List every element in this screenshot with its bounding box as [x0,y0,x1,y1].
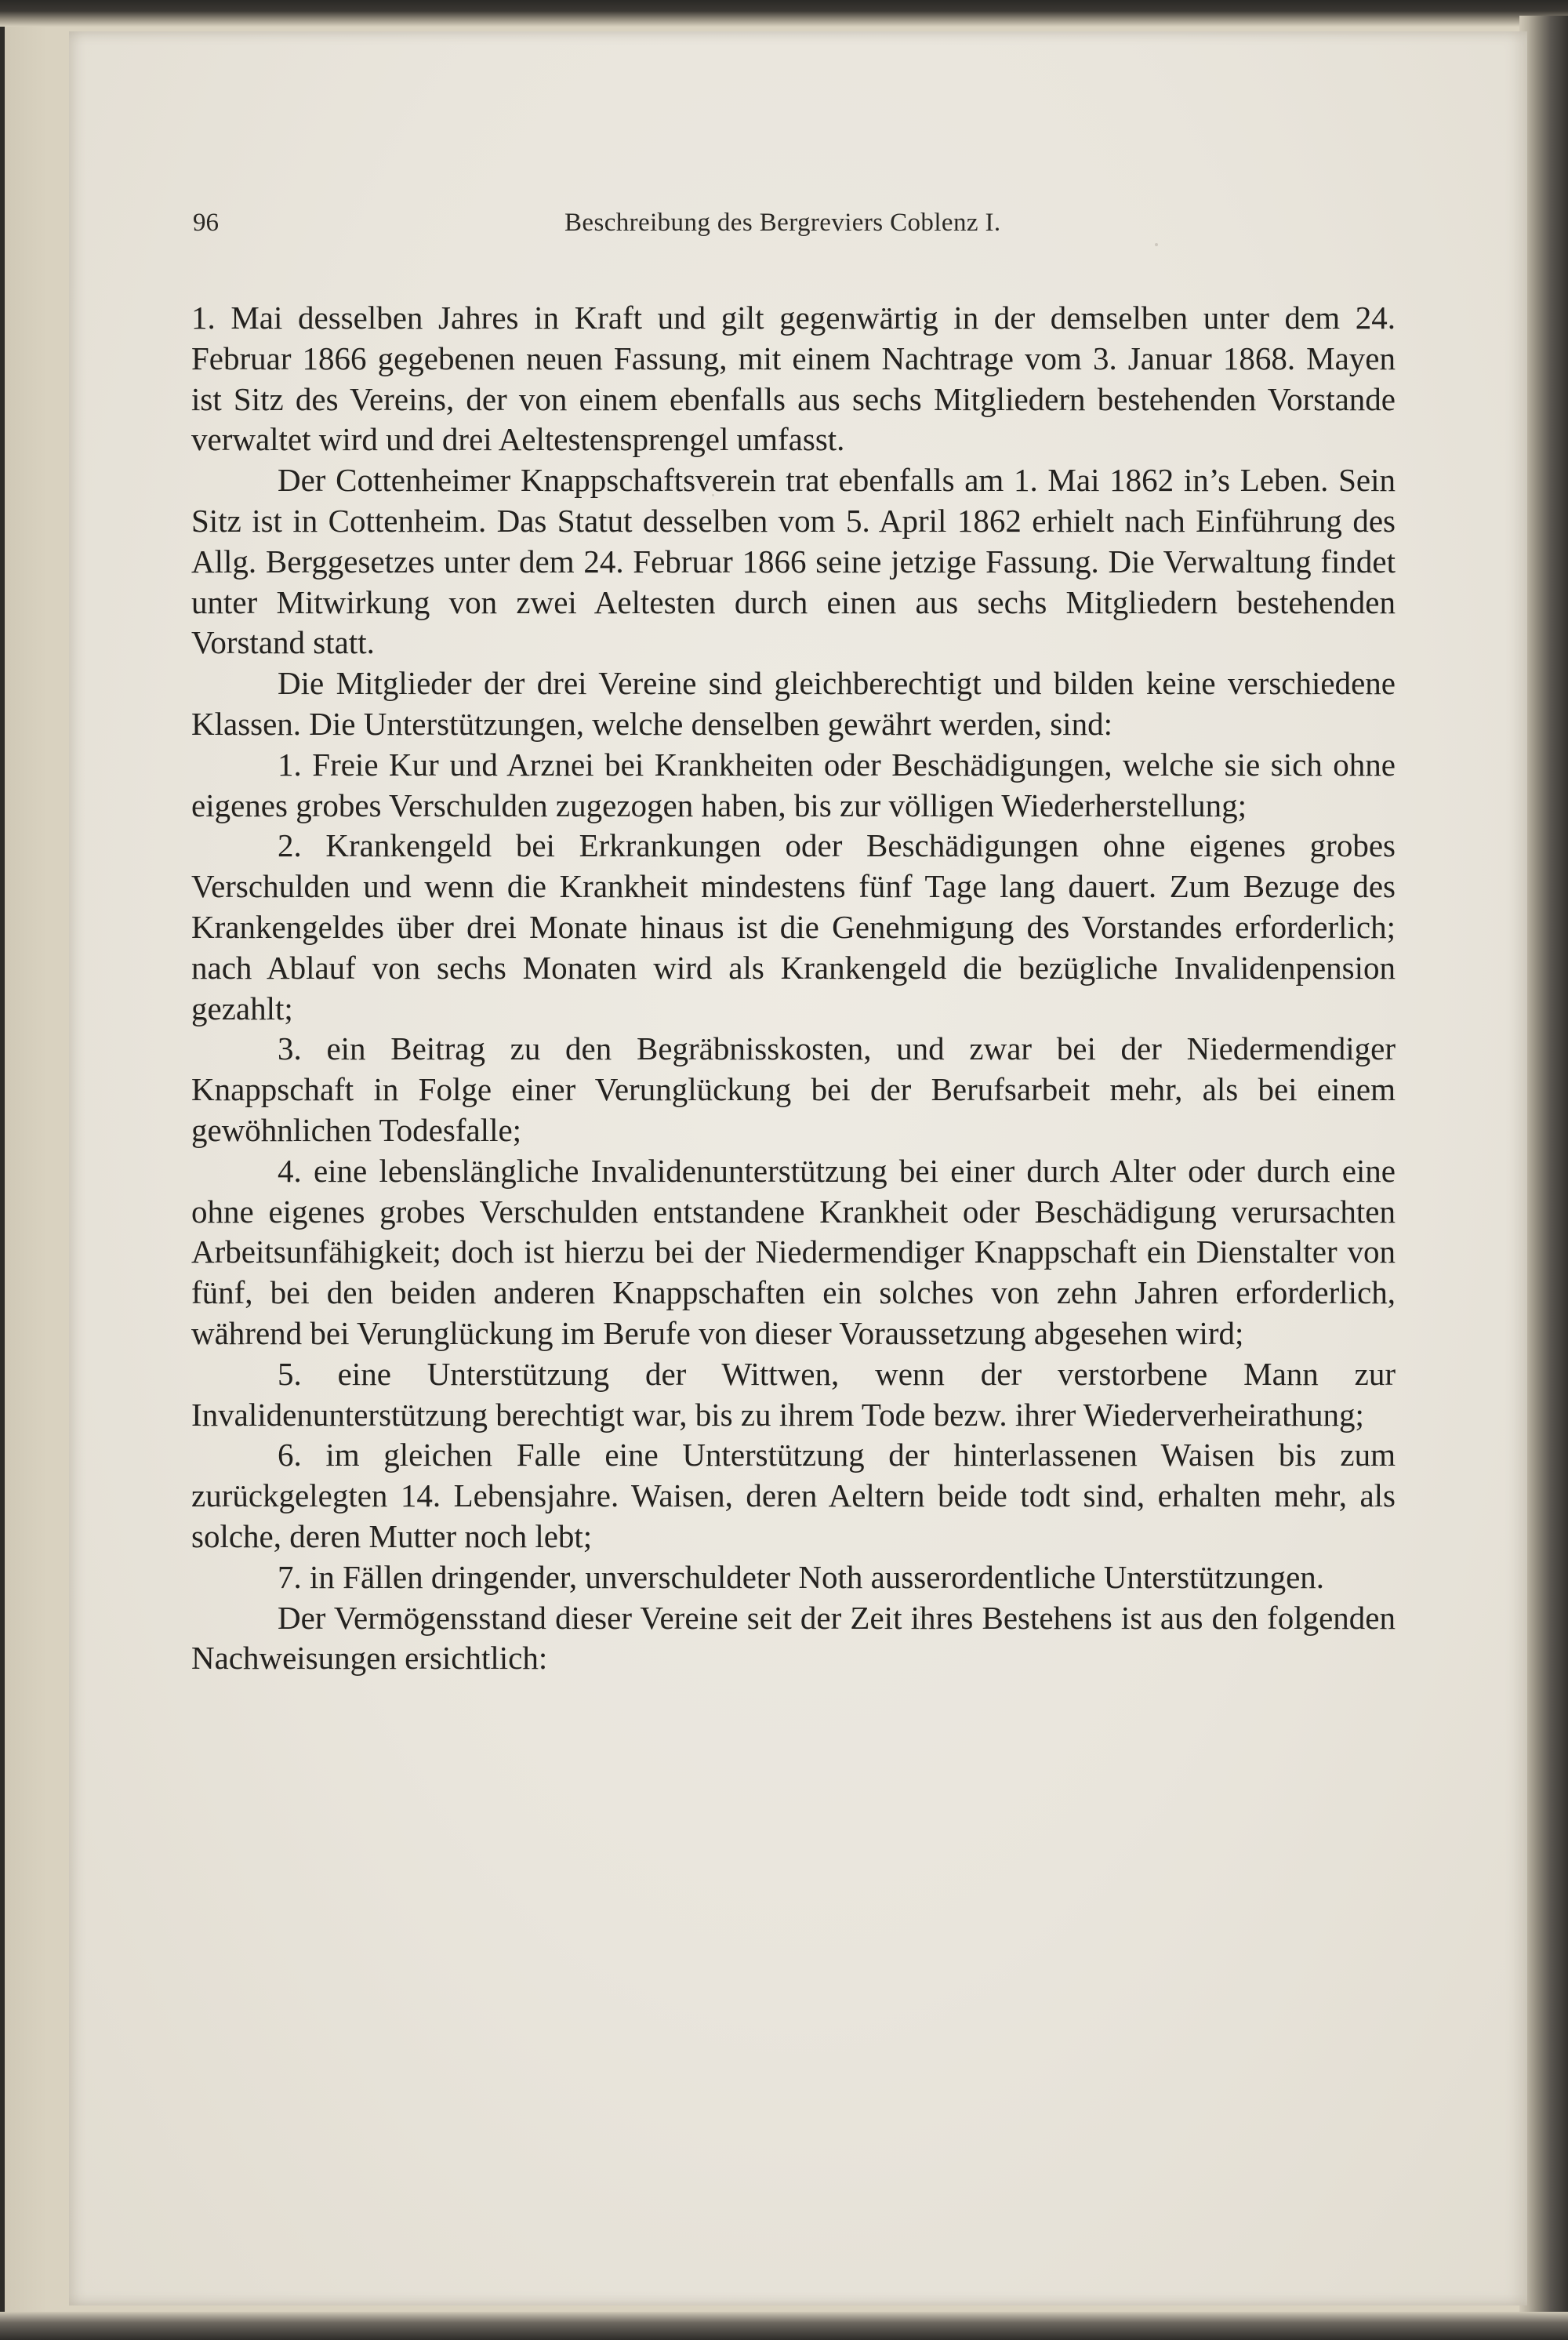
paragraph-members: Die Mitglieder der drei Vereine sind gleichberechtigt und bilden keine verschiedene Klassen. Die Unterstützungen, welche denselben gewährt werden, sind: [191,665,1396,742]
running-title: Beschreibung des Bergreviers Coblenz I. [564,209,1001,237]
list-item-4: 4. eine lebenslängliche Invalidenunterstützung bei einer durch Alter oder durch eine ohne eigenes grobes Verschulden entstandene Krankheit oder Beschädigung verursachten Arbeitsunfähigkeit; doch ist hierzu bei der Niedermendiger Knappschaft ein Dienstalter von fünf, bei den beiden anderen Knappschaften ein solches von zehn Jahren erforderlich, während bei Verunglückung im Berufe von dieser Voraussetzung abgesehen wird; [191,1152,1396,1351]
list-item-7: 7. in Fällen dringender, unverschuldeter Noth ausserordentliche Unterstützungen. [278,1558,1325,1595]
bottom-page-edge [0,2312,1568,2340]
paragraph-cottenheim: Der Cottenheimer Knappschaftsverein trat ebenfalls am 1. Mai 1862 in’s Leben. Sein Sitz ist in Cottenheim. Das Statut desselben vom 5. April 1862 erhielt nach Einführung des Allg. Berggesetzes unter dem 24. Februar 1866 seine jetzige Fassung. Die Verwaltung findet unter Mitwirkung von zwei Aeltesten durch einen aus sechs Mitgliedern bestehenden Vorstand statt. [191,462,1396,661]
list-item-3: 3. ein Beitrag zu den Begräbnisskosten, und zwar bei der Niedermendiger Knappschaft in Folge einer Verunglückung bei der Berufsarbeit mehr, als bei einem gewöhnlichen Todesfalle; [191,1030,1396,1148]
body-text [191,298,1396,1679]
list-item-5: 5. eine Unterstützung der Wittwen, wenn der verstorbene Mann zur Invalidenunterstützung berechtigt war, bis zu ihrem Tode bezw. ihrer Wiederverheirathung; [191,1355,1396,1433]
paragraph-continued-mayen: 1. Mai desselben Jahres in Kraft und gilt gegenwärtig in der demselben unter dem 24. Februar 1866 gegebenen neuen Fassung, mit einem Nachtrage vom 3. Januar 1868. Mayen ist Sitz des Vereins, der von einem ebenfalls aus sechs Mitgliedern bestehenden Vorstande verwaltet wird und drei Aeltestensprengel umfasst. [191,300,1396,458]
paragraph-assets: Der Vermögensstand dieser Vereine seit der Zeit ihres Bestehens ist aus den folgenden Nachweisungen ersichtlich: [191,1599,1396,1677]
list-item-1: 1. Freie Kur und Arznei bei Krankheiten oder Beschädigungen, welche sie sich ohne eigenes grobes Verschulden zugezogen haben, bis zur völligen Wiederherstellung; [191,746,1396,823]
running-header [193,209,1392,256]
page-number: 96 [193,209,219,237]
top-binding-edge [0,0,1568,27]
list-item-6: 6. im gleichen Falle eine Unterstützung der hinterlassenen Waisen bis zum zurückgelegten 14. Lebensjahre. Waisen, deren Aeltern beide todt sind, erhalten mehr, als solche, deren Mutter noch lebt; [191,1437,1396,1554]
list-item-2: 2. Krankengeld bei Erkrankungen oder Beschädigungen ohne eigenes grobes Verschulden und wenn die Krankheit mindestens fünf Tage lang dauert. Zum Bezuge des Krankengeldes über drei Monate hinaus ist die Genehmigung des Vorstandes erforderlich; nach Ablauf von sechs Monaten wird als Krankengeld die bezügliche Invalidenpension gezahlt; [191,827,1396,1026]
